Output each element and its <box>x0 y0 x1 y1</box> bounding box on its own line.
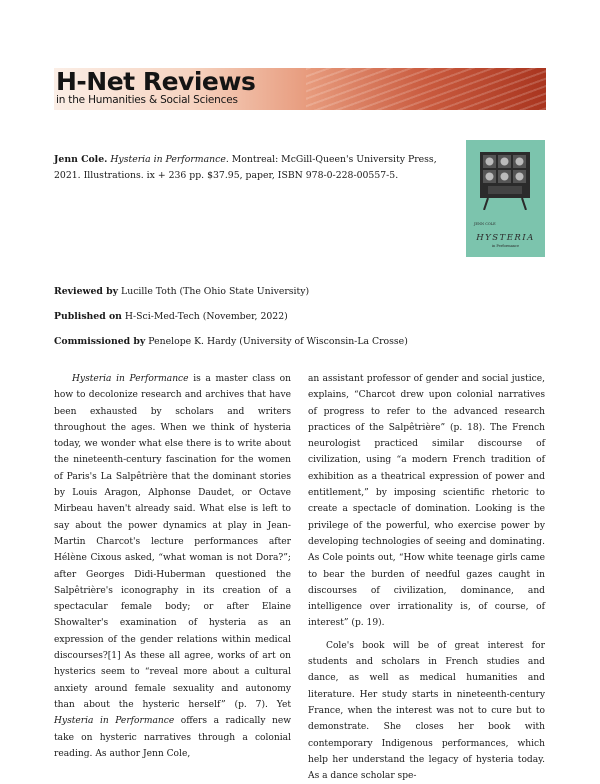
body-column-right <box>308 371 545 784</box>
reviewed-by-value: Lucille Toth (The Ohio State University) <box>121 286 310 297</box>
book-cover-image <box>466 140 545 257</box>
banner-texture <box>306 68 546 110</box>
commissioned-by-label: Commissioned by <box>54 336 146 347</box>
citation-title: Hysteria in Performance. <box>110 154 229 165</box>
citation-author: Jenn Cole. <box>54 154 108 165</box>
hnet-banner <box>54 68 546 110</box>
commissioned-by-line <box>54 336 408 347</box>
body-column-left <box>54 371 291 762</box>
cover-illustration <box>474 148 536 210</box>
body-text: offers a radically new take on hysteric narratives through a colonial reading. As author Jenn Cole, <box>54 716 291 759</box>
cover-subtitle: in Performance <box>491 244 520 248</box>
published-on-line <box>54 311 288 322</box>
banner-title: H-Net Reviews <box>56 68 256 96</box>
body-book-title: Hysteria in Performance <box>54 716 175 727</box>
body-paragraph: Cole's book will be of great interest for students and scholars in French studies and dance, as well as medical humanities and literature. Her study starts in nineteenth-century France, when the interest was not to cure but to demonstrate. She closes her book with contemporary Indigenous performances, which help her understand the legacy of hysteria today. As a dance scholar spe- <box>308 640 545 782</box>
published-on-label: Published on <box>54 311 122 322</box>
banner-subtitle: in the Humanities & Social Sciences <box>56 94 238 106</box>
body-paragraph: an assistant professor of gender and social justice, explains, “Charcot drew upon colonial narratives of progress to refer to the advanced research practices of the Salpêtrière” (p. 18). The French neurologist practiced similar discourse of civilization, using “a modern French tradition of exhibition as a theatrical expression of power and entitlement,” by imposing scientific rhetoric to create a spectacle of domination. Looking is the privilege of the powerful, who exercise power by developing technologies of seeing and dominating. As Cole points out, “How white teenage girls came to bear the burden of needful gazes caught in discourses of civilization, dominance, and intelligence over irrationality is, of course, of interest” (p. 19). <box>308 374 545 629</box>
citation-details: Montreal: McGill-Queen's University Press, 2021. Illustrations. ix + 236 pp. $37.95, paper, ISBN 978-0-228-00557-5. <box>54 154 437 181</box>
body-paragraph <box>54 371 291 762</box>
cover-title: HYSTERIA <box>476 233 535 243</box>
reviewed-by-label: Reviewed by <box>54 286 119 297</box>
body-text: is a master class on how to decolonize research and archives that have been exhausted by scholars and writers throughout the ages. When we think of hysteria today, we wonder what else there is to write about the nineteenth-century fascination for the women of Paris's La Salpêtrière that the dominant stories by Louis Aragon, Alphonse Daudet, or Octave Mirbeau haven't already said. What else is left to say about the power dynamics at play in Jean-Martin Charcot's lecture performances after Hélène Cixous asked, “what woman is not Dora?”; after Georges Didi-Huberman questioned the Salpêtrière's iconography in its creation of a spectacular female body; or after Elaine Showalter's examination of hysteria as an expression of the gender relations within medical discourses?[1] As these all agree, works of art on hysterics seem to “reveal more about a cultural anxiety around female sexuality and autonomy than about the hysteric herself” (p. 7). Yet <box>54 374 291 710</box>
cover-author: JENN COLE <box>474 222 496 226</box>
reviewed-by-line <box>54 286 309 297</box>
commissioned-by-value: Penelope K. Hardy (University of Wisconsin-La Crosse) <box>148 336 408 347</box>
body-book-title: Hysteria in Performance <box>72 374 189 384</box>
published-on-value: H-Sci-Med-Tech (November, 2022) <box>124 311 288 322</box>
book-citation <box>54 152 454 184</box>
